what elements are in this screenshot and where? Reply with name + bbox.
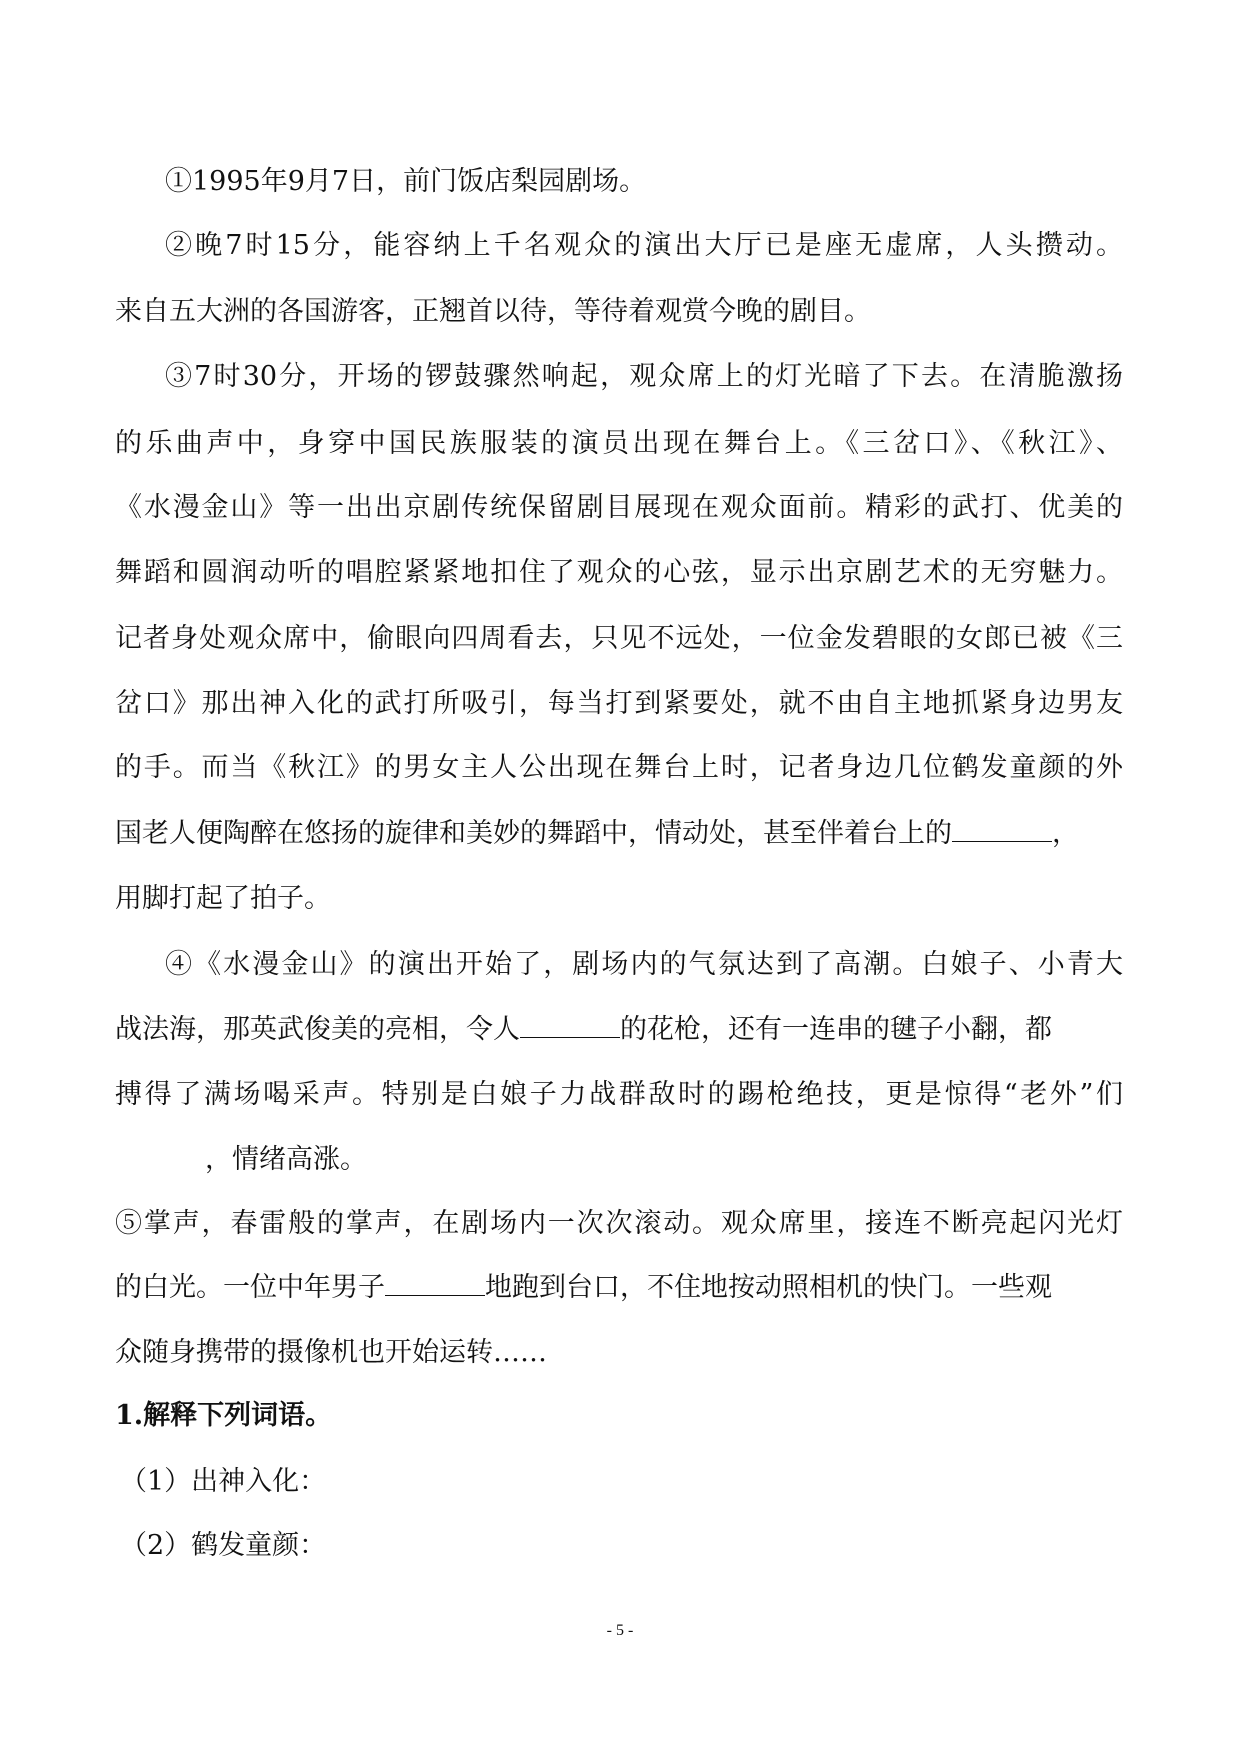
fill-in-blank[interactable] [385,1271,485,1296]
paragraph-3-line: 岔口》那出神入化的武打所吸引，每当打到紧要处，就不由自主地抓紧身边男友 [115,688,1123,719]
text: 战法海，那英武俊美的亮相，令人 [115,1014,520,1045]
text: 国老人便陶醉在悠扬的旋律和美妙的舞蹈中，情动处，甚至伴着台上的 [115,818,952,849]
paragraph-3-line: 的手。而当《秋江》的男女主人公出现在舞台上时，记者身边几位鹤发童颜的外 [115,752,1123,783]
paragraph-4-line: 搏得了满场喝采声。特别是白娘子力战群敌时的踢枪绝技，更是惊得“老外”们 [115,1079,1123,1110]
paragraph-2-line: 来自五大洲的各国游客，正翘首以待，等待着观赏今晚的剧目。 [115,296,871,327]
paragraph-4-line [115,1010,1123,1050]
question-title: 1.解释下列词语。 [115,1400,333,1431]
paragraph-5-line [115,1268,1123,1308]
question-item: （2）鹤发童颜： [120,1530,327,1561]
paragraph-5-line: 众随身携带的摄像机也开始运转…… [115,1337,547,1368]
text: 的花枪，还有一连串的毽子小翻，都 [620,1014,1052,1045]
paragraph-3-line [115,814,1123,854]
paragraph-2-line: ②晚7时15分，能容纳上千名观众的演出大厅已是座无虚席，人头攒动。 [165,230,1123,261]
text: 的白光。一位中年男子 [115,1272,385,1303]
paragraph-3-line: 的乐曲声中，身穿中国民族服装的演员出现在舞台上。《三岔口》、《秋江》、 [115,428,1123,459]
paragraph-3-line: 记者身处观众席中，偷眼向四周看去，只见不远处，一位金发碧眼的女郎已被《三 [115,623,1123,654]
paragraph-1: ①1995年9月7日，前门饭店梨园剧场。 [165,166,647,197]
paragraph-3-line: ③7时30分，开场的锣鼓骤然响起，观众席上的灯光暗了下去。在清脆激扬 [165,361,1123,392]
text: ，情绪高涨。 [205,1144,367,1175]
question-item: （1）出神入化： [120,1466,327,1497]
paragraph-3-line: 舞蹈和圆润动听的唱腔紧紧地扣住了观众的心弦，显示出京剧艺术的无穷魅力。 [115,557,1123,588]
paragraph-5-line: ⑤掌声，春雷般的掌声，在剧场内一次次滚动。观众席里，接连不断亮起闪光灯 [115,1208,1123,1239]
paragraph-4-line [115,1140,1123,1180]
page-number: - 5 - [606,1622,634,1639]
text: ， [1052,818,1079,849]
fill-in-blank[interactable] [520,1013,620,1038]
paragraph-3-line: 《水漫金山》等一出出京剧传统保留剧目展现在观众面前。精彩的武打、优美的 [115,492,1123,523]
fill-in-blank[interactable] [952,817,1052,842]
paragraph-4-line: ④《水漫金山》的演出开始了，剧场内的气氛达到了高潮。白娘子、小青大 [165,949,1123,980]
paragraph-3-line: 用脚打起了拍子。 [115,883,331,914]
text: 地跑到台口，不住地按动照相机的快门。一些观 [485,1272,1052,1303]
